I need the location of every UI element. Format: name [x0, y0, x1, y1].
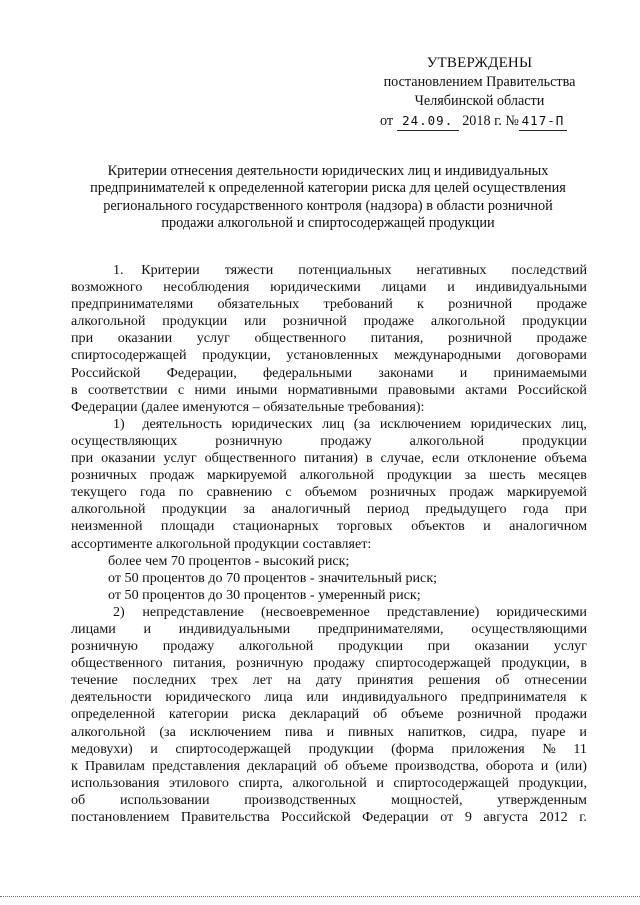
word: алкогольной: [292, 774, 367, 791]
approval-heading: УТВЕРЖДЕНЫ: [426, 55, 533, 71]
word: продукции: [338, 638, 404, 655]
word: 2012: [539, 809, 568, 825]
word: объеме: [345, 757, 388, 774]
word: к: [580, 689, 587, 706]
word: продажи: [535, 706, 587, 723]
title-line: предпринимателей к определенной категории риска для целей осуществления: [90, 180, 566, 197]
word: период: [366, 501, 410, 518]
word: юридических: [470, 415, 552, 432]
word: в: [580, 655, 587, 672]
word: торговых: [336, 518, 393, 535]
word: об: [323, 757, 339, 774]
word: к: [71, 757, 78, 774]
word: сравнению: [206, 484, 273, 501]
word: последних: [132, 672, 197, 689]
body-line: [71, 313, 587, 330]
date-prefix: от: [380, 113, 394, 129]
word: алкогольной: [299, 467, 375, 484]
word: продукции: [162, 313, 228, 330]
word: алкогольной: [238, 638, 314, 655]
word: при: [564, 501, 587, 518]
body-line: [71, 467, 587, 484]
word: и: [459, 364, 468, 381]
body-line: [71, 330, 587, 347]
word: аналогичном: [509, 518, 587, 535]
word: течение: [71, 672, 118, 689]
word: и: [326, 723, 335, 740]
word: объектов: [411, 518, 465, 535]
approval-date-line: [380, 111, 587, 131]
word: продаже: [363, 313, 415, 330]
decree-number: 417-П: [519, 111, 567, 131]
body-line: [71, 484, 587, 501]
body-line: [71, 347, 587, 364]
word: 11: [573, 740, 587, 757]
word: за: [464, 467, 477, 484]
word: розничных: [71, 467, 137, 484]
word: случае,: [380, 450, 425, 467]
word: или: [306, 689, 329, 706]
word: от: [440, 809, 454, 825]
word: принимаемыми: [493, 364, 587, 381]
word: года: [139, 484, 166, 501]
word: неизменной: [71, 518, 143, 535]
word: юридическими: [270, 279, 361, 296]
word: правовыми: [387, 381, 455, 398]
word: об: [495, 672, 510, 689]
word: сидра,: [479, 723, 518, 740]
word: производственных: [244, 791, 357, 808]
word: деклараций: [247, 757, 317, 774]
word: с: [285, 484, 292, 501]
word: Правительства: [180, 809, 270, 825]
word: риска: [242, 706, 276, 723]
word: (за: [159, 723, 176, 740]
body-line: [71, 741, 587, 758]
word: продажу: [313, 655, 365, 672]
word: федеральными: [263, 364, 353, 381]
word: лицами: [71, 620, 116, 637]
word: к: [417, 296, 424, 313]
title-line: Критерии отнесения деятельности юридических лиц и индивидуальных: [107, 163, 549, 179]
body-line: [71, 724, 587, 741]
body-line: от 50 процентов до 70 процентов - значительный риск;: [108, 569, 438, 586]
word: стационарных: [232, 518, 319, 535]
word: индивидуальными: [178, 620, 291, 637]
word: юридических: [231, 415, 313, 432]
word: по: [178, 484, 194, 501]
word: индивидуального: [342, 689, 448, 706]
word: и: [540, 757, 549, 774]
body-line: [71, 809, 587, 826]
word: производства,: [394, 757, 479, 774]
word: дату: [315, 672, 343, 689]
word: пивных: [348, 723, 394, 740]
word: представления: [152, 757, 241, 774]
word: договорами: [516, 347, 587, 364]
word: Федерации,: [166, 364, 237, 381]
word: аналогичный: [271, 501, 351, 518]
word: законами: [378, 364, 434, 381]
approval-line-1: постановлением Правительства: [383, 74, 576, 90]
body-line: Федерации (далее именуются – обязательные требования):: [71, 398, 425, 415]
word: продукции: [522, 432, 587, 449]
word: 2) непредставление: [113, 603, 244, 620]
word: представление): [386, 603, 480, 620]
word: использовании: [119, 791, 210, 808]
body-line: [71, 382, 587, 399]
word: с: [177, 381, 185, 398]
word: питания): [304, 450, 358, 467]
word: принятия: [357, 672, 414, 689]
word: продаже: [536, 296, 587, 313]
word: объеме: [400, 706, 444, 723]
body-line: [71, 638, 587, 655]
word: об: [71, 791, 86, 808]
word: (несвоевременное: [260, 603, 370, 620]
word: спиртосодержащей: [375, 655, 491, 672]
word: постановлением: [71, 809, 170, 825]
word: продукции,: [518, 774, 587, 791]
word: оборота: [485, 757, 534, 774]
word: общественного: [254, 330, 347, 347]
word: негативных: [416, 262, 487, 278]
approval-line-2: Челябинской области: [414, 93, 545, 109]
word: осуществляющими: [471, 620, 587, 637]
word: пуаре: [531, 723, 566, 740]
word: (форма: [391, 740, 434, 757]
body-line: [71, 501, 587, 518]
body-line: ассортименте алкогольной продукции составляет:: [71, 535, 372, 552]
word: при: [71, 450, 94, 467]
word: услуг: [196, 330, 230, 347]
word: Федерации: [362, 809, 429, 825]
word: августа: [483, 809, 528, 825]
word: или: [243, 313, 267, 330]
word: продукции: [308, 740, 374, 757]
word: на: [287, 672, 301, 689]
body-line: [71, 689, 587, 706]
body-line: [71, 518, 587, 535]
word: исключением: [379, 415, 462, 432]
word: лиц: [322, 415, 345, 432]
word: розничной: [457, 706, 522, 723]
word: утвержденным: [497, 791, 587, 808]
word: алкогольной: [409, 432, 485, 449]
word: об: [372, 706, 388, 723]
word: установленных: [286, 347, 379, 364]
word: приложения: [451, 740, 525, 757]
word: этилового: [169, 774, 229, 791]
body-line: [71, 672, 587, 689]
title-line: регионального государственного контроля (надзора) в области розничной: [103, 197, 553, 214]
word: юридическими: [496, 603, 587, 620]
body-line: [71, 279, 587, 296]
word: деклараций: [289, 706, 360, 723]
word: Российской: [281, 809, 351, 825]
word: объемом: [304, 484, 357, 501]
word: текущего: [71, 484, 127, 501]
word: тяжести: [224, 262, 274, 278]
body-line: [71, 433, 587, 450]
word: обязательных: [217, 296, 300, 313]
body-line: [71, 621, 587, 638]
word: услуг: [163, 450, 197, 467]
word: определенной: [71, 706, 156, 723]
word: (за: [353, 415, 371, 432]
word: при: [427, 638, 450, 655]
word: г.: [579, 809, 587, 825]
body-line: [71, 655, 587, 672]
word: предпринимателями,: [317, 620, 444, 637]
word: месяцев: [538, 467, 587, 484]
word: предпринимателями: [71, 296, 194, 313]
word: розничной: [282, 313, 347, 330]
title-line: продажи алкогольной и спиртосодержащей продукции: [161, 215, 495, 232]
document-title: [78, 163, 578, 233]
word: международными: [393, 347, 502, 364]
body-line: [71, 416, 587, 433]
body-line: [71, 450, 587, 467]
body-line: от 50 процентов до 30 процентов - умеренный риск;: [108, 586, 421, 603]
word: розничной: [447, 330, 512, 347]
body-line: [71, 296, 587, 313]
word: и: [150, 740, 158, 757]
word: отклонение: [467, 450, 537, 467]
word: пива: [284, 723, 313, 740]
word: спирта,: [238, 774, 283, 791]
word: медовухи): [71, 740, 133, 757]
word: (или): [555, 757, 587, 774]
word: спиртосодержащей: [175, 740, 292, 757]
word: если: [431, 450, 460, 467]
word: в: [365, 450, 373, 467]
word: и: [376, 774, 384, 791]
word: продажу: [320, 432, 372, 449]
word: оказании: [101, 450, 156, 467]
word: спиртосодержащей: [71, 347, 187, 364]
word: объема: [544, 450, 587, 467]
word: и: [483, 518, 491, 535]
word: отнесении: [524, 672, 587, 689]
word: шесть: [489, 467, 526, 484]
word: 9: [464, 809, 472, 825]
word: оказании: [117, 330, 173, 347]
body-line: более чем 70 процентов - высокий риск;: [108, 552, 350, 569]
word: площади: [160, 518, 215, 535]
body-line: [71, 365, 587, 382]
body-line: [71, 706, 587, 723]
word: лет: [252, 672, 273, 689]
word: продукции,: [501, 655, 570, 672]
word: осуществляющих: [71, 432, 178, 449]
word: лицами: [381, 279, 427, 296]
body-line: [71, 262, 587, 279]
word: Правилам: [85, 757, 145, 774]
word: продажу: [162, 638, 215, 655]
word: продаж: [149, 467, 195, 484]
word: индивидуальными: [475, 279, 587, 296]
word: предыдущего: [425, 501, 507, 518]
word: питания,: [370, 330, 424, 347]
word: маркируемой: [506, 484, 587, 501]
word: и: [579, 723, 587, 740]
word: продаж: [449, 484, 494, 501]
word: юридического: [165, 689, 251, 706]
word: при: [71, 330, 94, 347]
word: продаже: [536, 330, 587, 347]
word: в: [71, 381, 78, 398]
word: соответствии: [87, 381, 168, 398]
word: услуг: [553, 638, 587, 655]
word: решения: [428, 672, 481, 689]
word: года: [522, 501, 549, 518]
word: розничных: [370, 484, 437, 501]
word: трех: [211, 672, 238, 689]
word: продукции: [522, 313, 587, 330]
body-line: [71, 758, 587, 775]
word: розничной: [448, 296, 513, 313]
body-line: [71, 604, 587, 621]
word: категории: [168, 706, 229, 723]
word: общественного: [204, 450, 297, 467]
word: ними: [194, 381, 226, 398]
word: 1. Критерии: [113, 262, 200, 278]
word: маркируемой: [206, 467, 287, 484]
word: использования: [71, 774, 160, 791]
approval-block: [372, 54, 587, 131]
word: общественного: [71, 655, 163, 672]
word: №: [542, 740, 556, 757]
word: алкогольной: [71, 313, 146, 330]
word: оказании: [474, 638, 530, 655]
word: розничную: [215, 432, 283, 449]
word: продукции: [161, 501, 227, 518]
word: розничную: [236, 655, 304, 672]
word: исключением: [189, 723, 272, 740]
word: продукции: [386, 467, 452, 484]
word: иными: [236, 381, 278, 398]
word: лица: [264, 689, 293, 706]
word: лиц,: [561, 415, 587, 432]
word: последствий: [511, 262, 587, 278]
word: Российской: [71, 364, 141, 381]
word: Российской: [517, 381, 587, 398]
word: несоблюдения: [163, 279, 250, 296]
word: мощностей,: [390, 791, 463, 808]
word: потенциальных: [298, 262, 392, 278]
word: и: [447, 279, 455, 296]
word: за: [243, 501, 255, 518]
word: нормативными: [287, 381, 378, 398]
page-bottom-rule: [0, 896, 640, 898]
word: алкогольной: [430, 313, 506, 330]
word: возможного: [71, 279, 143, 296]
word: напитков,: [407, 723, 466, 740]
document-body: [71, 262, 587, 826]
word: предпринимателя: [460, 689, 567, 706]
body-line: [71, 775, 587, 792]
year-text: 2018 г. №: [462, 113, 519, 129]
body-line: [71, 792, 587, 809]
word: актами: [465, 381, 508, 398]
word: и: [143, 620, 152, 637]
date-value: 24.09.: [397, 111, 459, 131]
word: деятельности: [71, 689, 152, 706]
word: розничную: [71, 638, 138, 655]
word: продукции,: [202, 347, 271, 364]
word: алкогольной: [71, 501, 146, 518]
word: 1) деятельность: [113, 415, 222, 432]
word: требований: [323, 296, 393, 313]
word: спиртосодержащей: [393, 774, 510, 791]
word: питания,: [172, 655, 226, 672]
word: алкогольной: [71, 723, 146, 740]
